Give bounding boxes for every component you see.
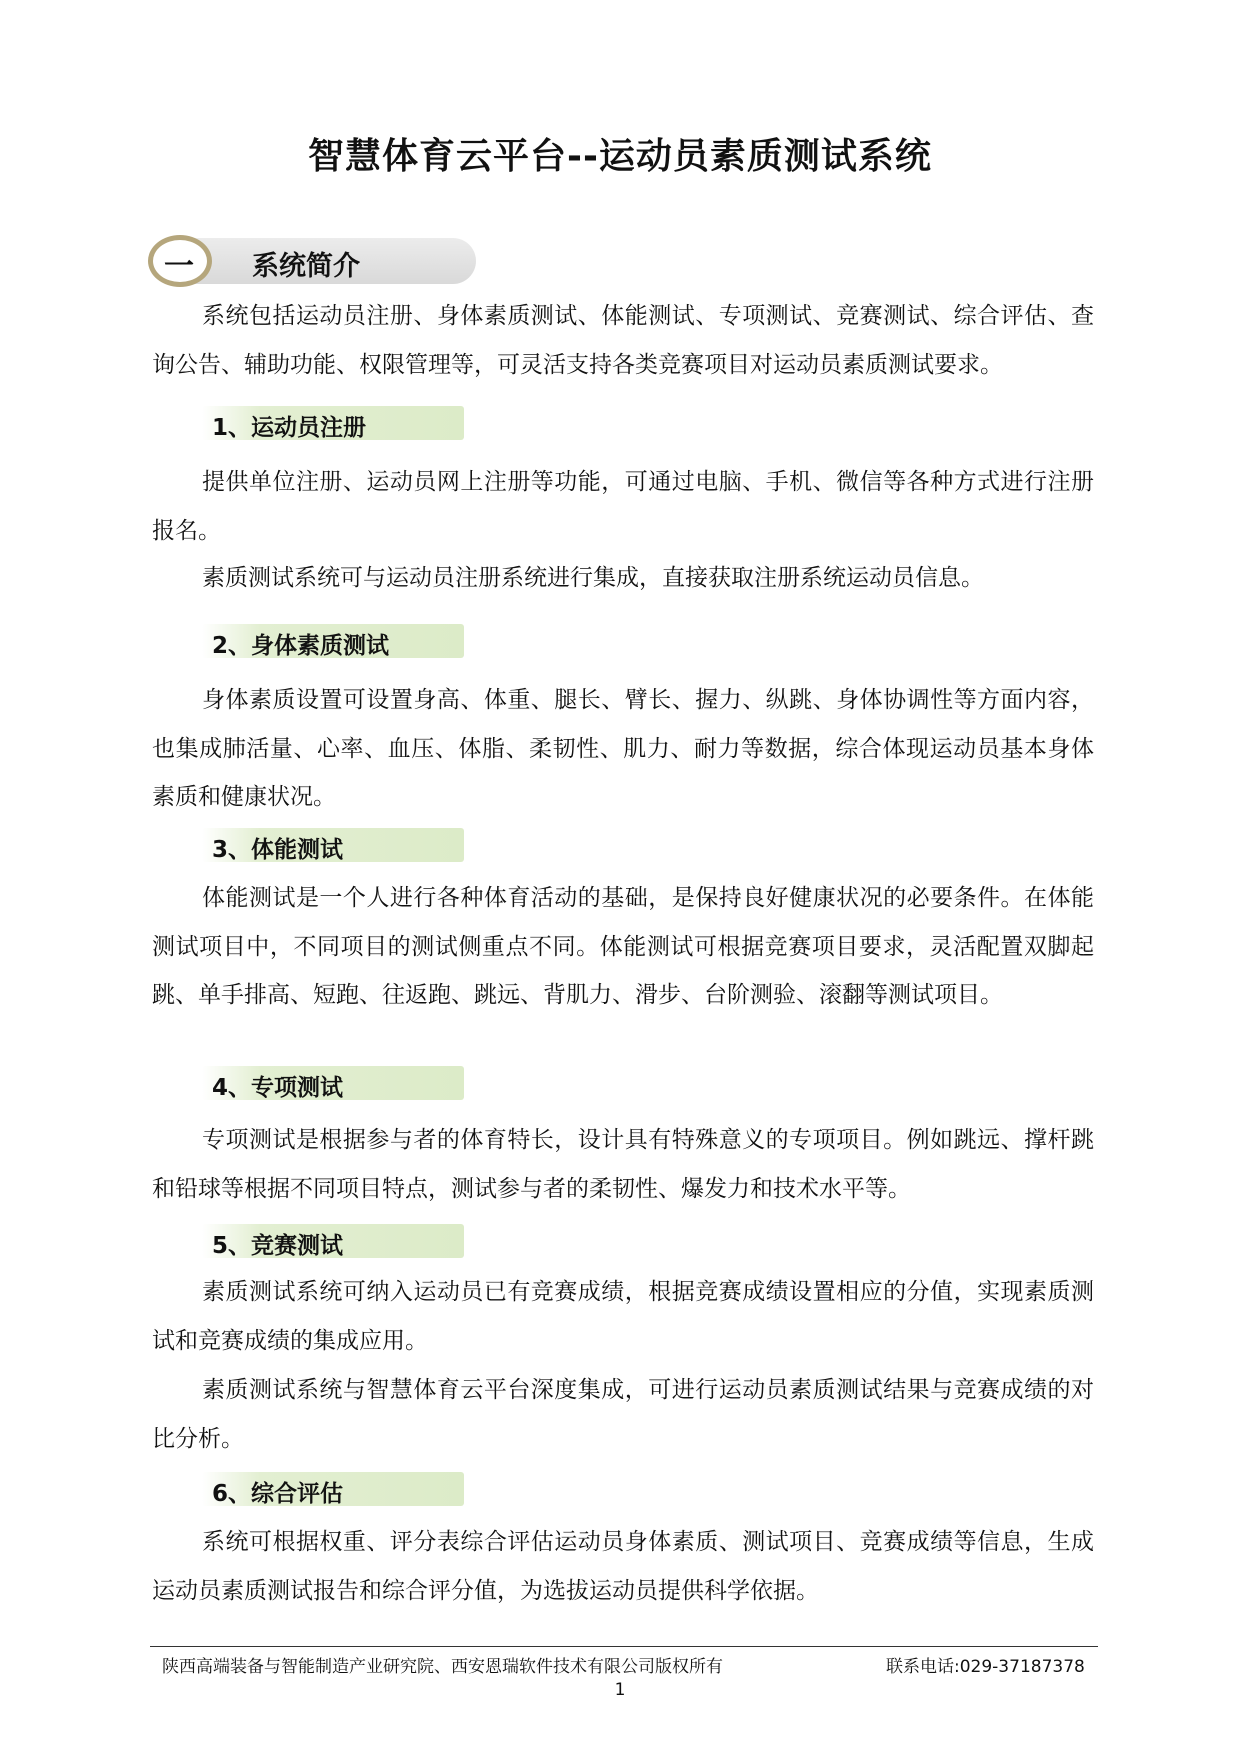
section-paragraph: 专项测试是根据参与者的体育特长，设计具有特殊意义的专项项目。例如跳远、撑杆跳和铅球等根据不同项目特点，测试参与者的柔韧性、爆发力和技术水平等。 [152,1127,1094,1202]
section-paragraph: 素质测试系统可与运动员注册系统进行集成，直接获取注册系统运动员信息。 [202,565,984,591]
section-heading-competition-test [202,1224,464,1258]
footer-copyright: 陕西高端装备与智能制造产业研究院、西安恩瑞软件技术有限公司版权所有 [162,1657,723,1677]
section-heading-special-test [202,1066,464,1100]
footer-phone: 联系电话:029-37187378 [886,1657,1085,1677]
intro-paragraph: 系统包括运动员注册、身体素质测试、体能测试、专项测试、竞赛测试、综合评估、查询公告、辅助功能、权限管理等，可灵活支持各类竞赛项目对运动员素质测试要求。 [152,303,1094,378]
section-heading-label: 5、竞赛测试 [212,1233,344,1259]
section-heading-label: 3、体能测试 [212,837,344,863]
section-paragraph: 体能测试是一个人进行各种体育活动的基础，是保持良好健康状况的必要条件。在体能测试项目中，不同项目的测试侧重点不同。体能测试可根据竞赛项目要求，灵活配置双脚起跳、单手排高、短跑、往返跑、跳远、背肌力、滑步、台阶测验、滚翻等测试项目。 [152,885,1094,1008]
section-heading-label: 4、专项测试 [212,1075,344,1101]
section-paragraph: 素质测试系统与智慧体育云平台深度集成，可进行运动员素质测试结果与竞赛成绩的对比分析。 [152,1377,1094,1452]
page-title: 智慧体育云平台--运动员素质测试系统 [308,136,932,177]
section-paragraph: 素质测试系统可纳入运动员已有竞赛成绩，根据竞赛成绩设置相应的分值，实现素质测试和竞赛成绩的集成应用。 [152,1279,1094,1354]
section-paragraph: 提供单位注册、运动员网上注册等功能，可通过电脑、手机、微信等各种方式进行注册报名。 [152,469,1094,544]
chapter-heading [148,238,476,284]
section-heading-registration [202,406,464,440]
section-heading-label: 2、身体素质测试 [212,633,390,659]
section-heading-label: 1、运动员注册 [212,415,367,441]
section-paragraph: 身体素质设置可设置身高、体重、腿长、臂长、握力、纵跳、身体协调性等方面内容，也集成肺活量、心率、血压、体脂、柔韧性、肌力、耐力等数据，综合体现运动员基本身体素质和健康状况。 [152,687,1094,810]
section-paragraph: 系统可根据权重、评分表综合评估运动员身体素质、测试项目、竞赛成绩等信息，生成运动员素质测试报告和综合评分值，为选拔运动员提供科学依据。 [152,1529,1094,1604]
page-number: 1 [614,1680,626,1700]
section-heading-fitness-test [202,828,464,862]
section-heading-physical-test [202,624,464,658]
section-heading-label: 6、综合评估 [212,1481,344,1507]
chapter-number: 一 [164,249,194,284]
chapter-title: 系统简介 [252,251,360,282]
section-heading-evaluation [202,1472,464,1506]
footer-divider [150,1646,1098,1647]
